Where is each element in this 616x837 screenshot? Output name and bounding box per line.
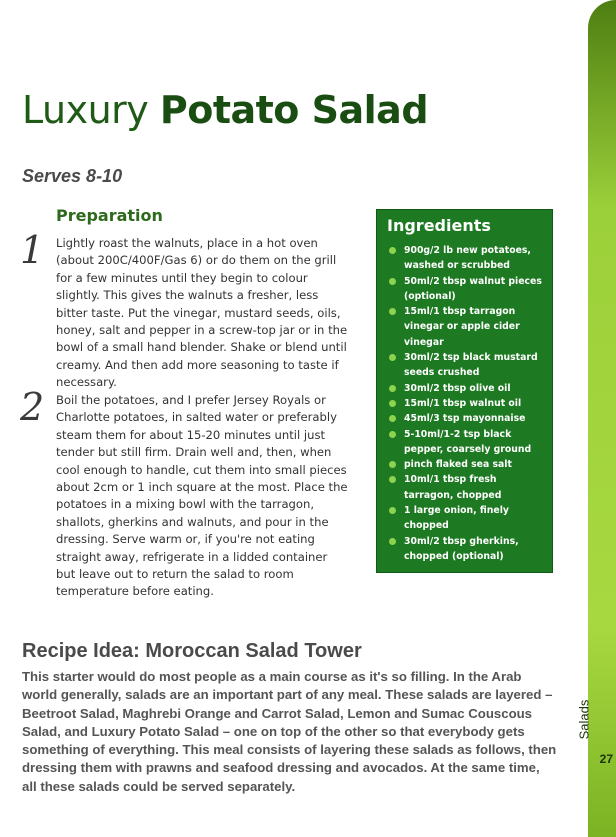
ingredient-item xyxy=(404,274,548,305)
ingredient-text: 30ml/2 tbsp gherkins, chopped (optional) xyxy=(404,535,519,562)
bullet-icon xyxy=(389,400,396,407)
ingredient-item xyxy=(404,534,548,565)
ingredient-text: 900g/2 lb new potatoes, washed or scrubbed xyxy=(404,245,531,272)
ingredients-list xyxy=(377,243,552,564)
bullet-icon xyxy=(389,461,396,468)
step-text-2: Boil the potatoes, and I prefer Jersey Royals or Charlotte potatoes, in salted water or preferably steam them for about 15-20 minutes until just tender but still firm. Drain well and, then, when cool enough to handle, cut them into small pieces about 2cm or 1 inch square at the most. Place the potatoes in a mixing bowl with the tarragon, shallots, gherkins and walnuts, and pour in the dressing. Serve warm or, if you're not eating straight away, refrigerate in a lidded container but leave out to return the salad to room temperature before eating. xyxy=(56,393,348,599)
ingredient-item xyxy=(404,350,548,381)
bullet-icon xyxy=(389,476,396,483)
ingredient-item xyxy=(404,243,548,274)
ingredient-text: 50ml/2 tbsp walnut pieces (optional) xyxy=(404,275,542,302)
title-bold: Potato Salad xyxy=(159,88,429,132)
ingredient-item xyxy=(404,457,548,472)
serves-label: Serves 8-10 xyxy=(22,166,123,186)
bullet-icon xyxy=(389,308,396,315)
ingredient-item xyxy=(404,304,548,350)
bullet-icon xyxy=(389,431,396,438)
ingredient-item xyxy=(404,396,548,411)
recipe-idea-text: This starter would do most people as a main course as it's so filling. In the Arab world generally, salads are an important part of any meal. These salads are layered – Beetroot Salad, Maghrebi Orange and Carrot Salad, Lemon and Sumac Couscous Salad, and Luxury Potato Salad – one on top of the other so that everybody gets something of everything. This meal consists of layering these salads as follows, then dressing them with prawns and seafood dressing and avocados. At the same time, all these salads could be served separately. xyxy=(22,669,557,794)
ingredient-text: 15ml/1 tbsp walnut oil xyxy=(404,397,522,409)
bullet-icon xyxy=(389,507,396,514)
ingredients-heading: Ingredients xyxy=(387,216,491,235)
ingredient-item xyxy=(404,411,548,426)
bullet-icon xyxy=(389,385,396,392)
ingredient-text: 30ml/2 tsp black mustard seeds crushed xyxy=(404,352,538,379)
bullet-icon xyxy=(389,278,396,285)
step-text-1: Lightly roast the walnuts, place in a hot oven (about 200C/400F/Gas 6) or do them on the grill for a few minutes until they begin to colour slightly. This gives the walnuts a fresher, less bitter taste. Put the vinegar, mustard seeds, oils, honey, salt and pepper in a screw-top jar or in the bowl of a small hand blender. Shake or blend until creamy. And then add more seasoning to taste if necessary. xyxy=(56,236,348,390)
preparation-heading: Preparation xyxy=(56,206,163,225)
ingredient-text: 1 large onion, finely chopped xyxy=(404,505,509,532)
page-title xyxy=(22,88,428,132)
recipe-idea-heading: Recipe Idea: Moroccan Salad Tower xyxy=(22,640,362,662)
ingredient-item xyxy=(404,381,548,396)
ingredient-item xyxy=(404,427,548,458)
bullet-icon xyxy=(389,354,396,361)
title-light: Luxury xyxy=(22,88,149,132)
bullet-icon xyxy=(389,415,396,422)
step-number-1: 1 xyxy=(20,228,45,272)
bullet-icon xyxy=(389,247,396,254)
section-side-tab xyxy=(588,0,616,837)
ingredient-item xyxy=(404,472,548,503)
ingredients-box xyxy=(376,209,553,573)
ingredient-item xyxy=(404,503,548,534)
ingredient-text: 15ml/1 tbsp tarragon vinegar or apple cider vinegar xyxy=(404,306,520,348)
ingredient-text: pinch flaked sea salt xyxy=(404,459,512,471)
page-number: 27 xyxy=(599,752,613,766)
bullet-icon xyxy=(389,538,396,545)
step-number-2: 2 xyxy=(20,385,45,429)
section-label: Salads xyxy=(576,699,592,740)
ingredient-text: 30ml/2 tbsp olive oil xyxy=(404,382,511,394)
ingredient-text: 5-10ml/1-2 tsp black pepper, coarsely ground xyxy=(404,428,532,455)
ingredient-text: 10ml/1 tbsp fresh tarragon, chopped xyxy=(404,474,502,501)
ingredient-text: 45ml/3 tsp mayonnaise xyxy=(404,413,526,425)
